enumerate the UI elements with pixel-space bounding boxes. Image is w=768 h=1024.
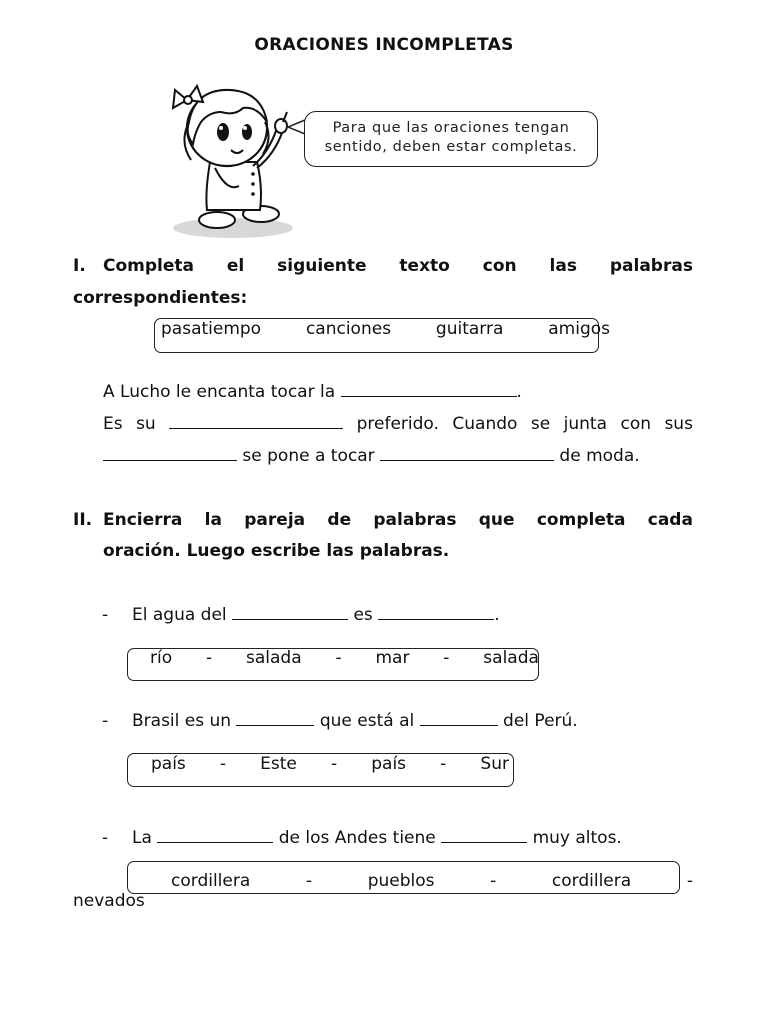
blank-pasatiempo[interactable] [169,414,343,429]
option-word[interactable]: cordillera [171,871,251,891]
text-word: su [136,414,156,434]
option-separator: - [331,754,338,774]
text-fragment: La [132,828,152,848]
blank-canciones[interactable] [380,446,554,461]
option-separator: - [335,648,342,668]
heading-word: Encierra [103,510,183,530]
option-word[interactable]: pueblos [367,871,435,891]
option-separator: - [443,648,450,668]
text-fragment: de moda. [559,446,640,466]
text-word: se [530,414,551,434]
options-3 [171,871,693,891]
heading-word: completa [536,510,626,530]
option-separator: - [686,871,693,891]
option-word[interactable]: salada [245,648,302,668]
blank-guitarra[interactable] [341,382,517,397]
option-word[interactable]: salada [483,648,539,668]
item-2-sentence [132,711,578,731]
word-bank-item: pasatiempo [161,319,262,339]
heading-word: con [482,256,517,276]
item-2-dash: - [102,711,109,731]
word-bank-item: amigos [548,319,610,339]
heading-word: texto [399,256,450,276]
option-separator: - [440,754,447,774]
section-2-heading-line-2: oración. Luego escribe las palabras. [103,541,450,561]
girl-illustration [165,82,305,242]
page-title: ORACIONES INCOMPLETAS [254,35,514,55]
text-word: preferido. [356,414,439,434]
heading-word: palabras [373,510,457,530]
text-fragment: Brasil es un [132,711,232,731]
options-2 [151,754,509,774]
heading-word: pareja [244,510,306,530]
blank-item-3b[interactable] [441,828,527,843]
speech-bubble-text [304,119,598,157]
text-word: con [620,414,651,434]
item-1-sentence [132,605,500,625]
item-1-dash: - [102,605,109,625]
text-fragment: de los Andes tiene [278,828,436,848]
text-fragment: es [353,605,373,625]
word-bank [161,319,610,339]
option-word[interactable]: cordillera [551,871,632,891]
blank-item-1b[interactable] [378,605,494,620]
text-word: junta [563,414,608,434]
option-word[interactable]: río [150,648,173,668]
blank-item-2b[interactable] [420,711,498,726]
option-separator: - [490,871,497,891]
heading-word: siguiente [277,256,367,276]
option-word[interactable]: país [151,754,186,774]
section-2-number: II. [73,510,93,530]
heading-word: que [478,510,515,530]
text-fragment: se pone a tocar [242,446,375,466]
option-word[interactable]: país [371,754,407,774]
text-fragment: que está al [319,711,415,731]
word-bank-item: canciones [305,319,392,339]
bubble-line-1: Para que las oraciones tengan [332,120,570,136]
heading-word: las [549,256,577,276]
heading-word: el [226,256,245,276]
text-word: Cuando [452,414,518,434]
item-3-sentence [132,828,622,848]
text-word: sus [664,414,693,434]
option-separator: - [205,648,213,668]
option-word[interactable]: mar [375,648,410,668]
option-separator: - [219,754,227,774]
section-1-heading-line-1 [103,256,693,276]
heading-word: de [327,510,352,530]
text-fragment: . [494,605,500,625]
word-bank-item: guitarra [435,319,504,339]
heading-word: cada [647,510,693,530]
text-fragment: El agua del [132,605,227,625]
heading-word: la [204,510,222,530]
item-3-dash: - [102,828,109,848]
option-word[interactable]: Este [260,754,297,774]
text-fragment: A Lucho le encanta tocar la [103,382,336,402]
option-word[interactable]: nevados [73,891,145,911]
heading-word: palabras [609,256,693,276]
option-word[interactable]: Sur [480,754,509,774]
bubble-line-2: sentido, deben estar completas. [324,139,578,155]
section-1-heading-line-2: correspondientes: [73,288,248,308]
text-line-2 [103,414,693,434]
blank-item-1a[interactable] [232,605,348,620]
text-fragment: muy altos. [532,828,622,848]
text-line-1 [103,382,522,402]
text-fragment: . [516,382,522,402]
blank-amigos[interactable] [103,446,237,461]
text-word: Es [103,414,123,434]
section-1-number: I. [73,256,86,276]
text-fragment: del Perú. [503,711,578,731]
options-1 [150,648,539,668]
heading-word: Completa [103,256,194,276]
blank-item-2a[interactable] [236,711,314,726]
section-2-heading-line-1 [103,510,693,530]
text-line-3 [103,446,640,466]
blank-item-3a[interactable] [157,828,273,843]
option-separator: - [305,871,313,891]
